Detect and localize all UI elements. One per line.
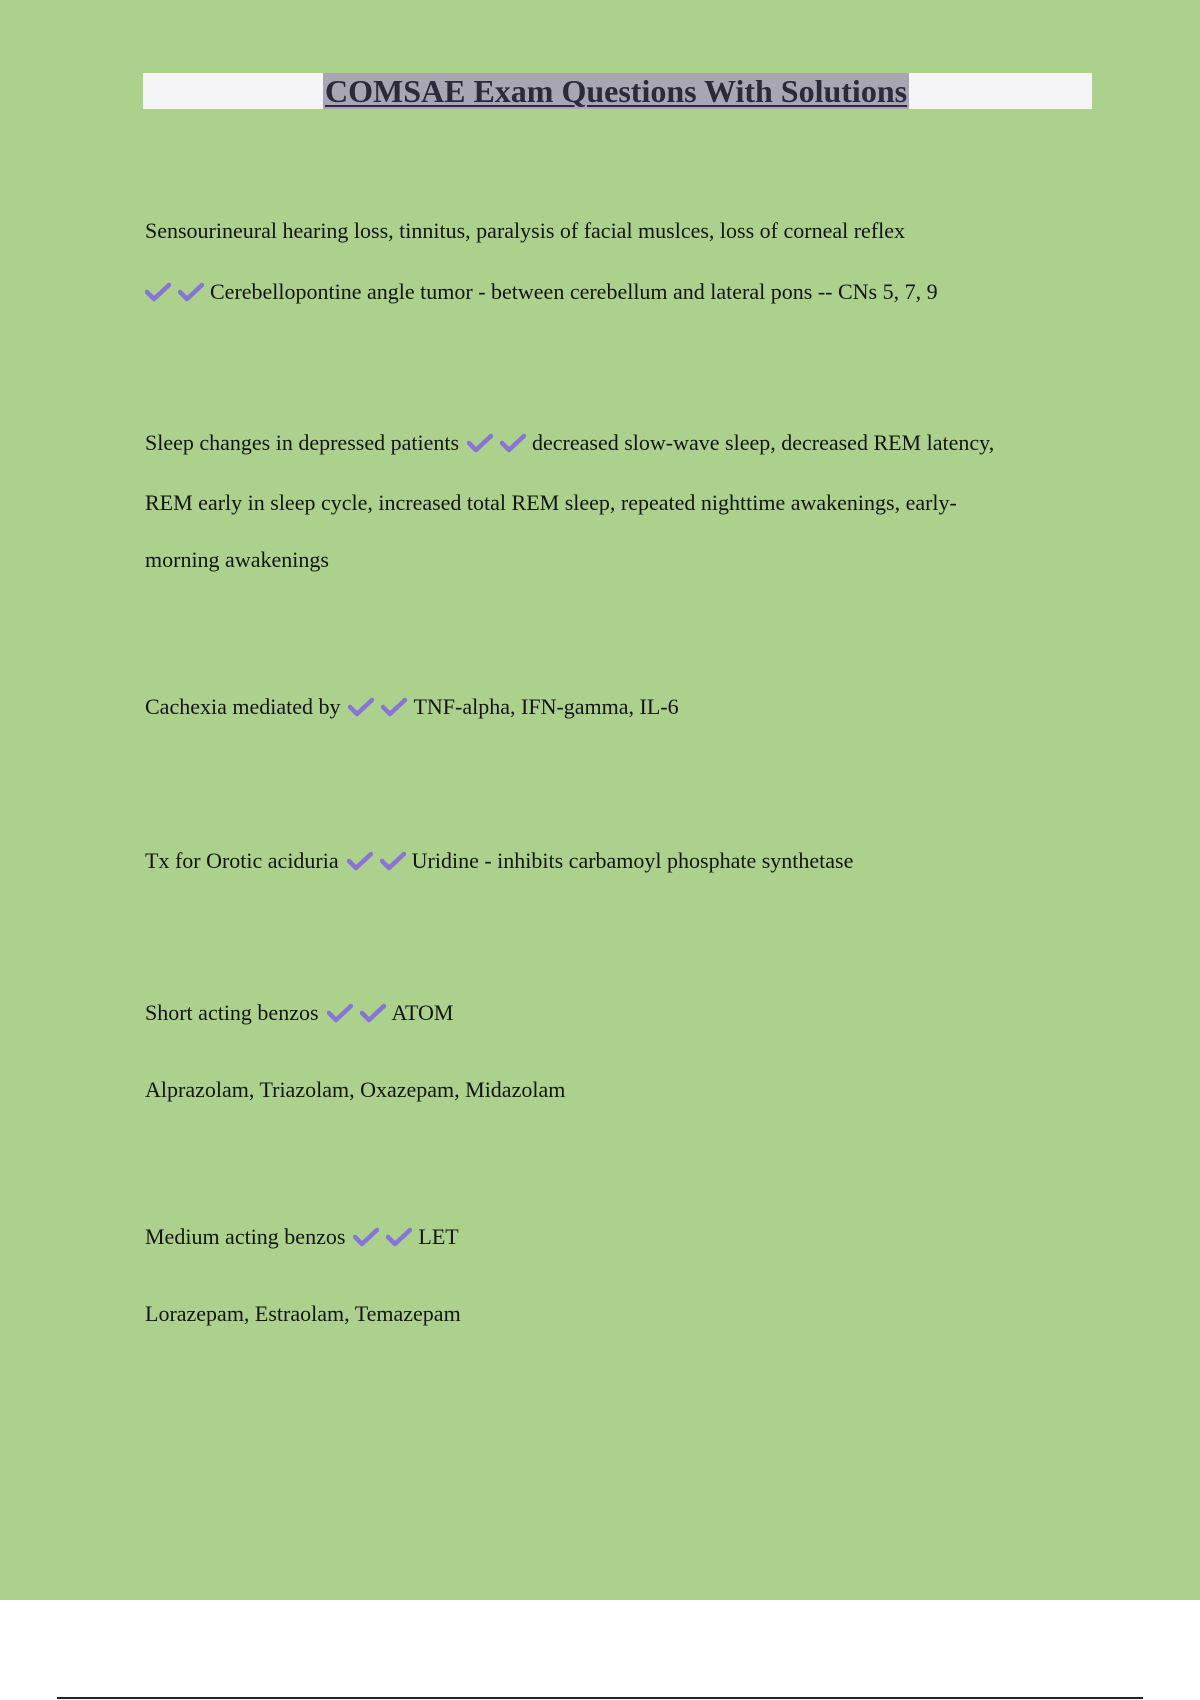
double-checkmark-icon bbox=[327, 1002, 386, 1030]
question-text: Cachexia mediated by bbox=[145, 694, 341, 719]
qa-line bbox=[145, 999, 453, 1030]
answer-detail: Alprazolam, Triazolam, Oxazepam, Midazolam bbox=[145, 1077, 566, 1102]
document-title: COMSAE Exam Questions With Solutions bbox=[325, 73, 908, 109]
qa-line bbox=[145, 1223, 459, 1254]
question-text: Sensourineural hearing loss, tinnitus, paralysis of facial muslces, loss of corneal reflex bbox=[145, 218, 906, 243]
double-checkmark-icon bbox=[347, 850, 406, 878]
answer-continuation: morning awakenings bbox=[145, 547, 329, 572]
double-checkmark-icon bbox=[467, 432, 526, 460]
qa-line bbox=[145, 693, 679, 724]
answer-line bbox=[145, 278, 938, 309]
question-text: Medium acting benzos bbox=[145, 1224, 346, 1249]
question-text: Short acting benzos bbox=[145, 1000, 319, 1025]
qa-line bbox=[145, 429, 994, 460]
answer-text: LET bbox=[418, 1224, 459, 1249]
question-text: Sleep changes in depressed patients bbox=[145, 430, 460, 455]
double-checkmark-icon bbox=[353, 1226, 412, 1254]
answer-text: Uridine - inhibits carbamoyl phosphate synthetase bbox=[411, 848, 854, 873]
answer-text: ATOM bbox=[391, 1000, 454, 1025]
question-text: Tx for Orotic aciduria bbox=[145, 848, 339, 873]
double-checkmark-icon bbox=[145, 281, 204, 309]
footer-rule bbox=[57, 1697, 1143, 1699]
qa-line bbox=[145, 847, 853, 878]
double-checkmark-icon bbox=[348, 696, 407, 724]
answer-text: Cerebellopontine angle tumor - between cerebellum and lateral pons -- CNs 5, 7, 9 bbox=[210, 279, 938, 304]
answer-text: decreased slow-wave sleep, decreased REM latency, bbox=[532, 430, 995, 455]
answer-detail: Lorazepam, Estraolam, Temazepam bbox=[145, 1301, 461, 1326]
answer-text: TNF-alpha, IFN-gamma, IL-6 bbox=[413, 694, 679, 719]
answer-continuation: REM early in sleep cycle, increased total REM sleep, repeated nighttime awakenings, early- bbox=[145, 490, 957, 515]
